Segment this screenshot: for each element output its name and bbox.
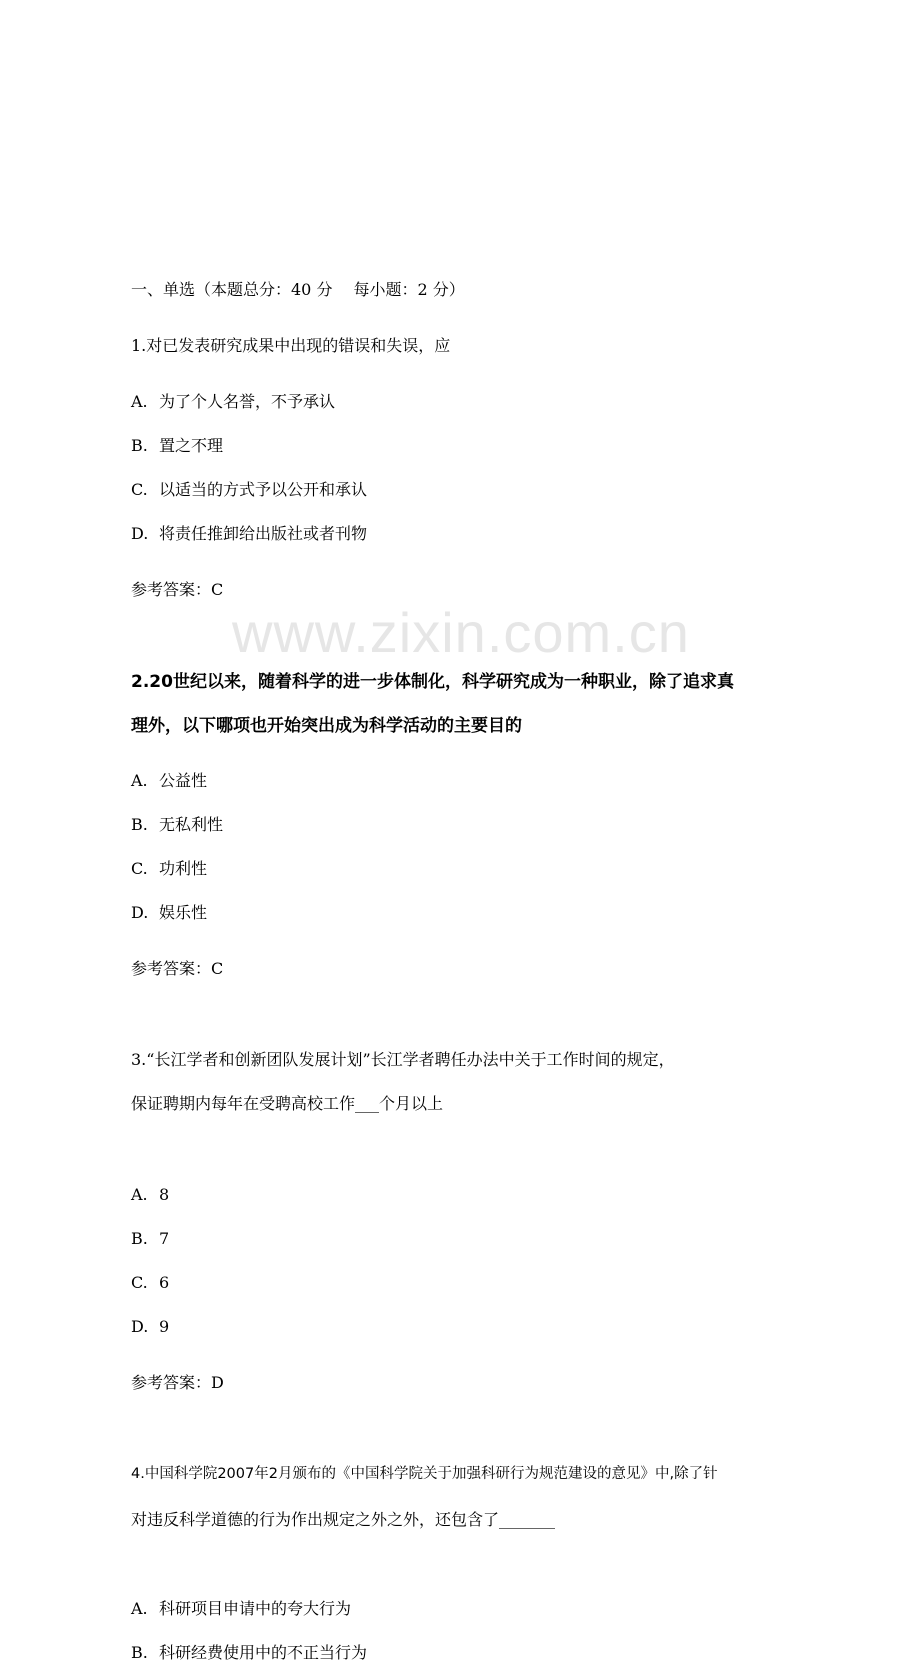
- question-2-option-d: D. 娱乐性: [131, 903, 208, 922]
- question-1-option-d: D. 将责任推卸给出版社或者刊物: [131, 524, 368, 543]
- question-1-answer: 参考答案：C: [131, 580, 224, 599]
- question-3-stem-line-2: 保证聘期内每年在受聘高校工作___个月以上: [131, 1094, 444, 1113]
- question-1-option-c: C. 以适当的方式予以公开和承认: [131, 480, 368, 499]
- watermark: www.zixin.com.cn: [232, 601, 690, 664]
- question-3-stem-line-1: 3.“长江学者和创新团队发展计划”长江学者聘任办法中关于工作时间的规定，: [131, 1050, 675, 1069]
- question-1-option-b: B. 置之不理: [131, 436, 224, 455]
- question-3-option-d: D. 9: [131, 1317, 170, 1336]
- question-3-option-b: B. 7: [131, 1229, 170, 1248]
- question-4-option-a: A. 科研项目申请中的夸大行为: [131, 1599, 352, 1618]
- question-2-option-b: B. 无私利性: [131, 815, 224, 834]
- question-2-answer: 参考答案：C: [131, 959, 224, 978]
- question-2-option-c: C. 功利性: [131, 859, 208, 878]
- question-4-stem-line-1: 4.中国科学院2007年2月颁布的《中国科学院关于加强科研行为规范建设的意见》中,除了针: [131, 1466, 718, 1482]
- question-1-stem: 1.对已发表研究成果中出现的错误和失误，应: [131, 336, 451, 355]
- question-1-option-a: A. 为了个人名誉，不予承认: [131, 392, 336, 411]
- question-2-stem-line-1: 2.20世纪以来，随着科学的进一步体制化，科学研究成为一种职业，除了追求真: [131, 672, 734, 692]
- question-3-answer: 参考答案：D: [131, 1373, 224, 1392]
- section-header: 一、单选（本题总分：40 分 每小题：2 分）: [131, 280, 465, 299]
- question-2-stem-line-2: 理外，以下哪项也开始突出成为科学活动的主要目的: [131, 716, 522, 736]
- question-4-option-b: B. 科研经费使用中的不正当行为: [131, 1643, 368, 1662]
- question-3-option-c: C. 6: [131, 1273, 170, 1292]
- question-3-option-a: A. 8: [131, 1185, 170, 1204]
- question-2-option-a: A. 公益性: [131, 771, 208, 790]
- question-4-stem-line-2: 对违反科学道德的行为作出规定之外之外，还包含了_______: [131, 1510, 556, 1529]
